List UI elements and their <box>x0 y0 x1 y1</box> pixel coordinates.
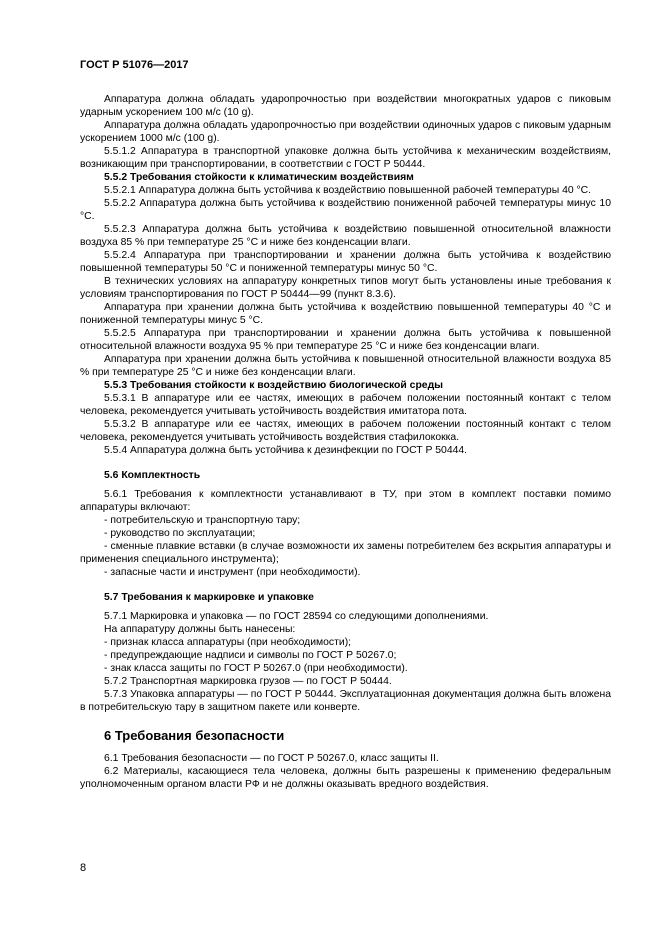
paragraph: 6.1 Требования безопасности — по ГОСТ Р 50267.0, класс защиты II. <box>104 753 439 764</box>
list-item: - признак класса аппаратуры (при необходимости); <box>104 637 352 648</box>
list-item: - знак класса защиты по ГОСТ Р 50267.0 (при необходимости). <box>104 663 408 674</box>
section-title-6: 6 Требования безопасности <box>104 728 285 743</box>
subsection-title-5-5-3: 5.5.3 Требования стойкости к воздействию биологической среды <box>104 380 444 391</box>
paragraph: 5.5.3.2 В аппаратуре или ее частях, имеющих в рабочем положении постоянный контакт с телом человека, рекомендуется учитывать устойчивость воздействия стафилококка. <box>80 419 611 443</box>
paragraph: 5.5.2.5 Аппаратура при транспортировании и хранении должна быть устойчива к повышенной относительной влажности воздуха 95 % при температуре 25 °С и ниже без конденсации влаги. <box>80 328 611 352</box>
paragraph: 5.5.4 Аппаратура должна быть устойчива к дезинфекции по ГОСТ Р 50444. <box>104 445 468 456</box>
page-number: 8 <box>80 862 87 874</box>
paragraph: 5.5.2.1 Аппаратура должна быть устойчива к воздействию повышенной рабочей температуры 40 °С. <box>104 185 592 196</box>
paragraph: Аппаратура при хранении должна быть устойчива к повышенной относительной влажности воздуха 85 % при температуре 25 °С и ниже без конденсации влаги. <box>80 354 611 378</box>
paragraph: Аппаратура должна обладать ударопрочностью при воздействии многократных ударов с пиковым ударным ускорением 100 м/с (10 g). <box>80 94 611 118</box>
paragraph: Аппаратура при хранении должна быть устойчива к воздействию повышенной температуры 40 °С и пониженной температуры минус 5 °С. <box>80 302 611 326</box>
paragraph: 6.2 Материалы, касающиеся тела человека, должны быть разрешены к применению федеральным уполномоченным органом власти РФ и не должны оказывать вредного воздействия. <box>80 766 611 790</box>
paragraph: 5.7.3 Упаковка аппаратуры — по ГОСТ Р 50444. Эксплуатационная документация должна быть вложена в потребительскую тару в защитном пакете или конверте. <box>80 689 611 713</box>
paragraph: Аппаратура должна обладать ударопрочностью при воздействии одиночных ударов с пиковым ударным ускорением 1000 м/с (100 g). <box>80 120 611 144</box>
subsection-title-5-5-2: 5.5.2 Требования стойкости к климатическим воздействиям <box>104 172 414 183</box>
standard-designation: ГОСТ Р 51076—2017 <box>80 59 189 71</box>
paragraph: 5.7.2 Транспортная маркировка грузов — по ГОСТ Р 50444. <box>104 676 392 687</box>
list-item: - потребительскую и транспортную тару; <box>104 515 301 526</box>
paragraph: 5.5.3.1 В аппаратуре или ее частях, имеющих в рабочем положении постоянный контакт с телом человека, рекомендуется учитывать устойчивость воздействия имитатора пота. <box>80 393 611 417</box>
paragraph: 5.5.2.2 Аппаратура должна быть устойчива к воздействию пониженной рабочей температуры минус 10 °С. <box>80 198 611 222</box>
section-title-5-7: 5.7 Требования к маркировке и упаковке <box>104 592 314 603</box>
list-item: - предупреждающие надписи и символы по ГОСТ Р 50267.0; <box>104 650 397 661</box>
section-title-5-6: 5.6 Комплектность <box>104 470 201 481</box>
list-item: - руководство по эксплуатации; <box>104 528 256 539</box>
paragraph: 5.5.2.4 Аппаратура при транспортировании и хранении должна быть устойчива к воздействию повышенной температуры 50 °С и пониженной температуры минус 50 °С. <box>80 250 611 274</box>
list-item: - сменные плавкие вставки (в случае возможности их замены потребителем без вскрытия аппаратуры и применения специального инструмента); <box>80 541 611 565</box>
paragraph: В технических условиях на аппаратуру конкретных типов могут быть установлены иные требования к условиям транспортирования по ГОСТ Р 50444—99 (пункт 8.3.6). <box>80 276 611 300</box>
list-item: - запасные части и инструмент (при необходимости). <box>104 567 361 578</box>
paragraph: 5.7.1 Маркировка и упаковка — по ГОСТ 28594 со следующими дополнениями. <box>104 611 489 622</box>
paragraph: На аппаратуру должны быть нанесены: <box>104 624 296 635</box>
paragraph: 5.5.1.2 Аппаратура в транспортной упаковке должна быть устойчива к механическим воздействиям, возникающим при транспортировании, в соответствии с ГОСТ Р 50444. <box>80 146 611 170</box>
paragraph: 5.5.2.3 Аппаратура должна быть устойчива к воздействию повышенной относительной влажности воздуха 85 % при температуре 25 °С и ниже без конденсации влаги. <box>80 224 611 248</box>
paragraph: 5.6.1 Требования к комплектности устанавливают в ТУ, при этом в комплект поставки помимо аппаратуры включают: <box>80 489 611 513</box>
